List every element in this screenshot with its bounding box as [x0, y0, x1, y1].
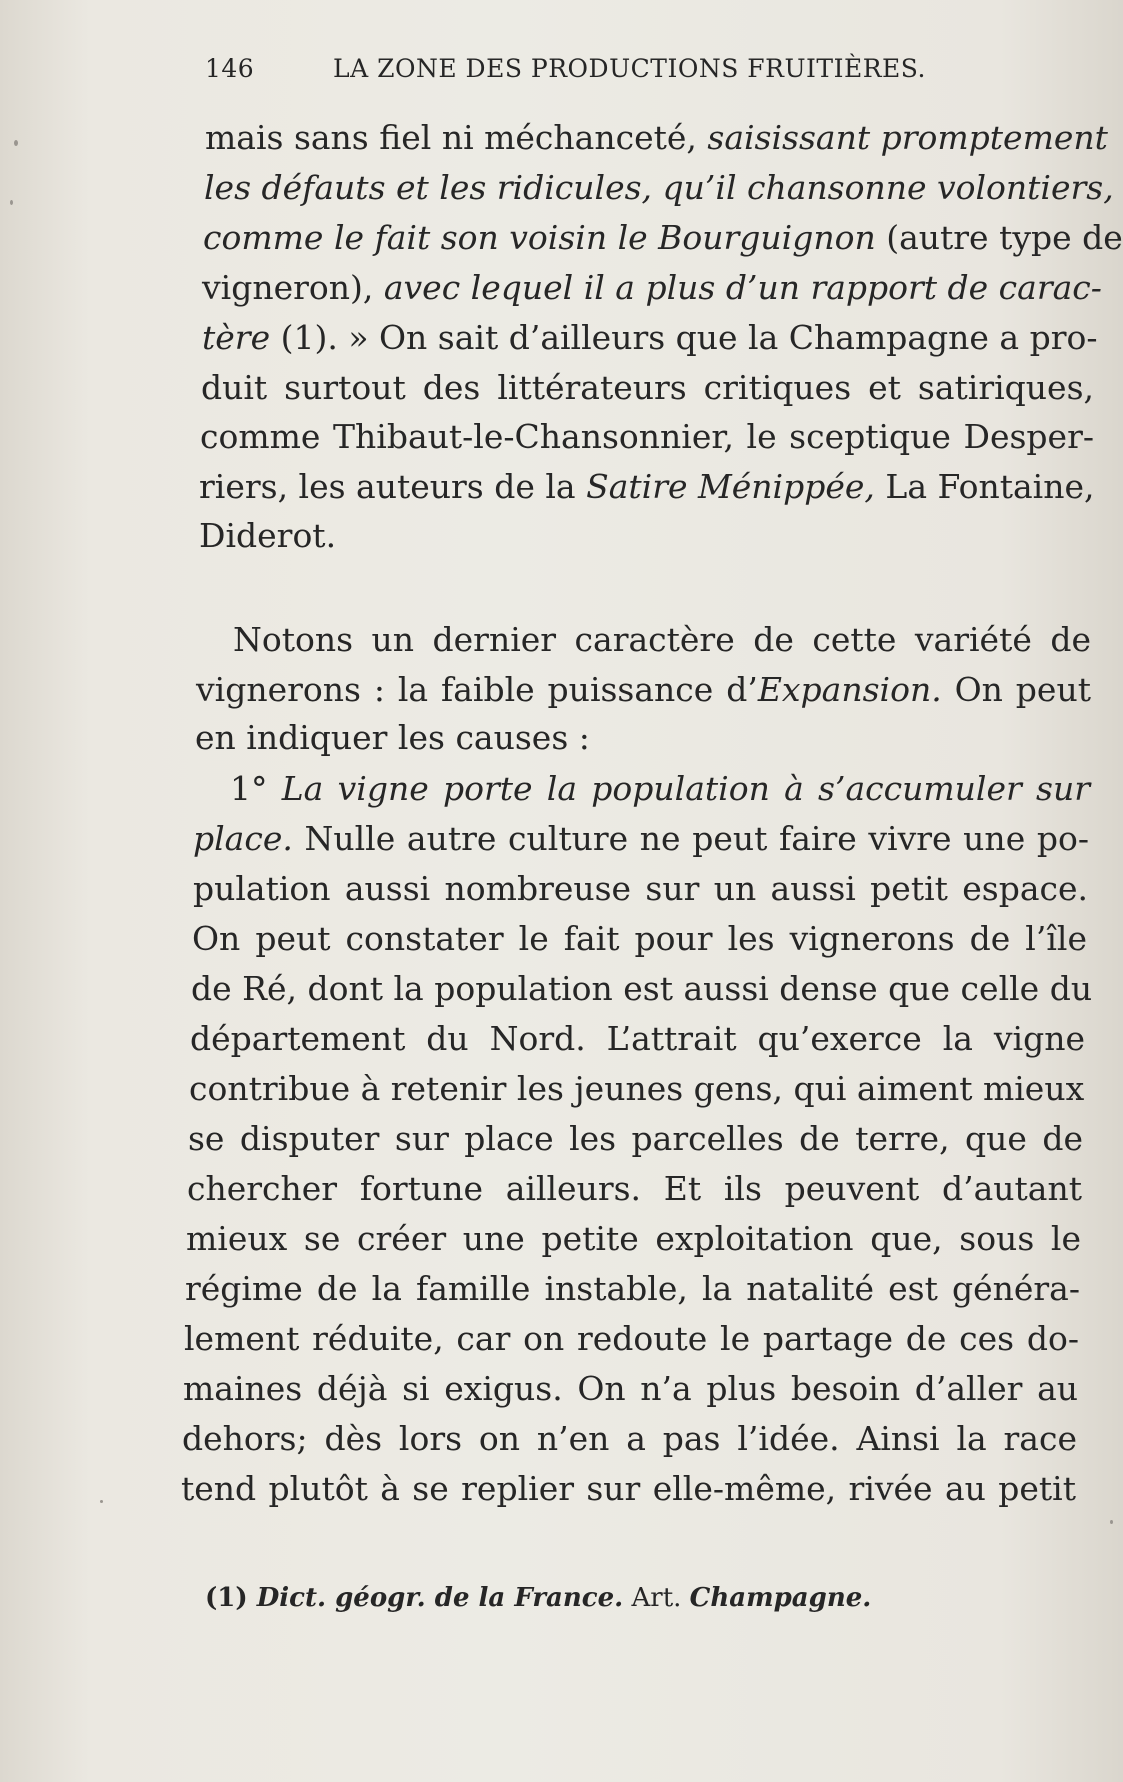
text-line — [202, 266, 1102, 310]
text-span: en indiquer les causes : — [195, 718, 590, 757]
italic-text-span: place. — [193, 819, 293, 858]
text-span: tend plutôt à se replier sur elle-même, rivée au petit — [181, 1469, 1076, 1508]
paper-speck — [1110, 1520, 1113, 1524]
text-span: comme Thibaut-le-Chansonnier, le sceptique Desper- — [200, 417, 1094, 456]
text-line — [230, 767, 1090, 811]
text-span: lement réduite, car on redoute le partage de ces do- — [184, 1319, 1079, 1358]
text-line — [193, 867, 1088, 911]
text-span: 1° — [230, 769, 282, 808]
footnote-text: Art. — [623, 1583, 690, 1613]
text-span: riers, les auteurs de la — [199, 467, 587, 506]
paper-speck — [100, 1500, 103, 1503]
italic-text-span: les défauts et les ridicules, qu’il chansonne volontiers, — [204, 168, 1114, 207]
text-span: contribue à retenir les jeunes gens, qui aiment mieux — [189, 1069, 1085, 1108]
text-line — [200, 415, 1094, 459]
text-span: On peut constater le fait pour les vignerons de l’île — [192, 919, 1087, 958]
text-span: de Ré, dont la population est aussi dense que celle du — [191, 969, 1093, 1008]
text-line — [191, 967, 1093, 1011]
text-span: département du Nord. L’attrait qu’exerce la vigne — [190, 1019, 1085, 1058]
text-span: régime de la famille instable, la natalité est généra- — [185, 1269, 1080, 1308]
text-span: On peut — [941, 670, 1091, 709]
footnote — [205, 1580, 905, 1616]
italic-text-span: saisissant promptement — [707, 118, 1108, 157]
text-line — [182, 1417, 1077, 1461]
paper-speck — [14, 140, 18, 146]
text-line — [199, 514, 1093, 558]
text-span: pulation aussi nombreuse sur un aussi petit espace. — [193, 869, 1088, 908]
text-line — [189, 1067, 1084, 1111]
text-line — [184, 1317, 1079, 1361]
running-title: LA ZONE DES PRODUCTIONS FRUITIÈRES. — [333, 54, 926, 83]
text-line — [190, 1017, 1085, 1061]
text-span: Diderot. — [199, 516, 337, 555]
text-span: dehors; dès lors on n’en a pas l’idée. Ainsi la race — [182, 1419, 1077, 1458]
text-span: vignerons : la faible puissance d’ — [196, 670, 758, 709]
text-span: maines déjà si exigus. On n’a plus besoin d’aller au — [183, 1369, 1078, 1408]
text-span: vigneron), — [202, 268, 384, 307]
footnote-source: Dict. géogr. de la France. — [247, 1583, 624, 1613]
paper-speck — [10, 200, 13, 205]
text-span: se disputer sur place les parcelles de terre, que de — [188, 1119, 1083, 1158]
footnote-marker: (1) — [205, 1583, 248, 1613]
text-span: duit surtout des littérateurs critiques et satiriques, — [201, 368, 1094, 407]
text-line — [199, 465, 1093, 509]
text-line — [188, 1117, 1083, 1161]
text-span: Nulle autre culture ne peut faire vivre une po- — [292, 819, 1089, 858]
text-line — [205, 116, 1108, 160]
text-line — [202, 316, 1098, 360]
text-span: mais sans fiel ni méchanceté, — [205, 118, 708, 157]
italic-text-span: Satire Ménippée, — [586, 467, 875, 506]
text-line — [195, 716, 1090, 760]
page-number: 146 — [205, 54, 255, 83]
text-line — [193, 817, 1089, 861]
italic-text-span: La vigne porte la population à s’accumuler sur — [281, 769, 1090, 808]
text-line — [185, 1267, 1080, 1311]
text-span: (1). » On sait d’ailleurs que la Champagne a pro- — [270, 318, 1098, 357]
text-line — [186, 1217, 1081, 1261]
text-line — [203, 216, 1123, 260]
text-line — [233, 618, 1091, 662]
text-span: (autre type de — [875, 218, 1123, 257]
italic-text-span: Expansion. — [757, 670, 942, 709]
italic-text-span: comme le fait son voisin le Bourguignon — [203, 218, 876, 257]
italic-text-span: tère — [202, 318, 271, 357]
footnote-article: Champagne. — [689, 1583, 872, 1613]
text-line — [181, 1467, 1076, 1511]
page-header — [205, 48, 1005, 92]
text-line — [201, 366, 1094, 410]
text-line — [183, 1367, 1078, 1411]
italic-text-span: avec lequel il a plus d’un rapport de carac- — [383, 268, 1102, 307]
text-line — [187, 1167, 1082, 1211]
text-span: chercher fortune ailleurs. Et ils peuvent d’autant — [187, 1169, 1082, 1208]
text-line — [192, 917, 1087, 961]
text-span: La Fontaine, — [874, 467, 1095, 506]
text-span: Notons un dernier caractère de cette variété de — [233, 620, 1091, 659]
text-line — [196, 668, 1091, 712]
text-span: mieux se créer une petite exploitation que, sous le — [186, 1219, 1081, 1258]
text-line — [204, 166, 1114, 210]
